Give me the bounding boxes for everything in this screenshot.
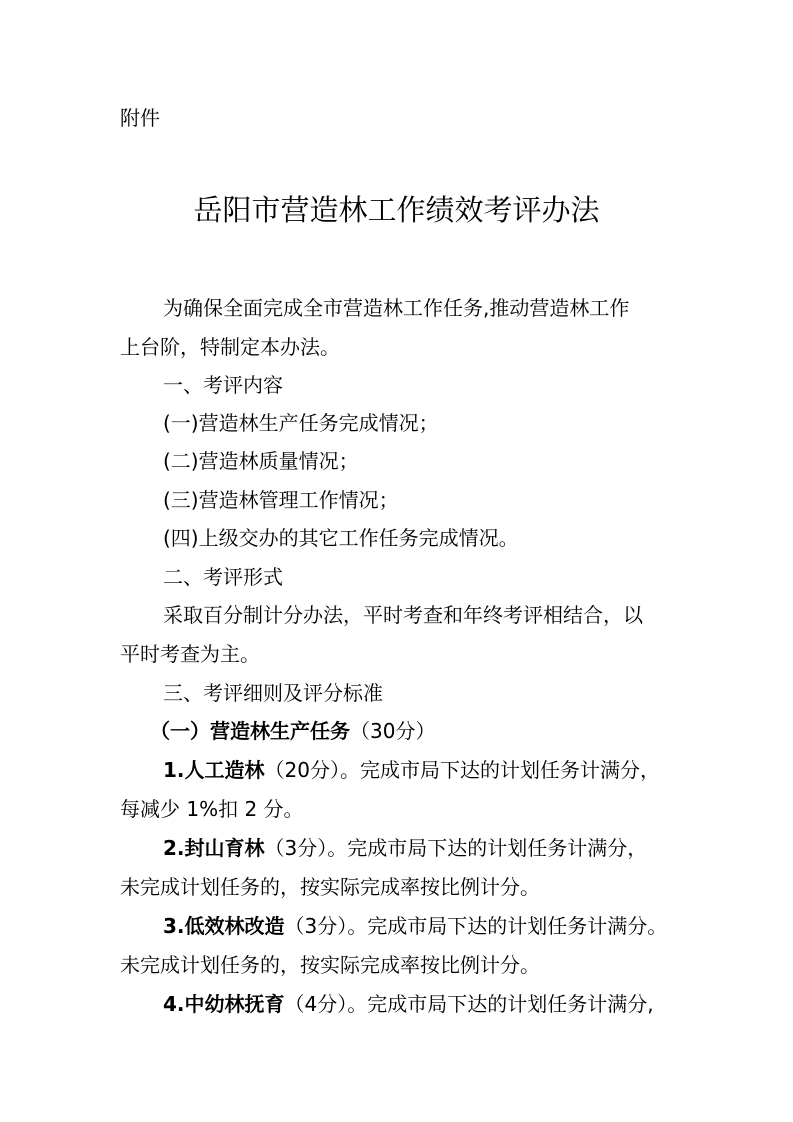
item-1-line-1 xyxy=(163,756,660,784)
section1-item-4: (四)上级交办的其它工作任务完成情况。 xyxy=(163,526,519,550)
item-3-text: 。完成市局下达的计划任务计满分。 xyxy=(347,914,668,938)
item-2-label: 2.封山育林 xyxy=(163,836,265,860)
section2-line-1: 采取百分制计分办法，平时考查和年终考评相结合，以 xyxy=(163,603,643,627)
document-title: 岳阳市营造林工作绩效考评办法 xyxy=(193,193,600,227)
intro-line-2: 上台阶，特制定本办法。 xyxy=(120,335,340,359)
item-4-text: 。完成市局下达的计划任务计满分, xyxy=(347,992,654,1016)
item-2-text: 。完成市局下达的计划任务计满分， xyxy=(327,836,648,860)
item-1-line-2: 每减少 1%扣 2 分。 xyxy=(120,797,304,821)
section1-heading: 一、考评内容 xyxy=(163,373,283,397)
subheading-score: （30分） xyxy=(350,719,436,743)
section1-item-1: (一)营造林生产任务完成情况； xyxy=(163,411,439,435)
item-1-score: （20分） xyxy=(264,758,340,782)
item-1-text: 。完成市局下达的计划任务计满分， xyxy=(339,758,660,782)
item-1-label: 1.人工造林 xyxy=(163,758,265,782)
item-4-label: 4.中幼林抚育 xyxy=(163,992,285,1016)
item-2-score: （3分） xyxy=(264,836,328,860)
section3-subheading xyxy=(150,717,435,745)
item-4-line-1 xyxy=(163,990,654,1018)
item-2-line-2: 未完成计划任务的，按实际完成率按比例计分。 xyxy=(120,875,540,899)
item-4-score: （4分） xyxy=(284,992,348,1016)
subheading-title: （一）营造林生产任务 xyxy=(150,719,350,743)
section2-line-2: 平时考查为主。 xyxy=(120,642,260,666)
item-3-label: 3.低效林改造 xyxy=(163,914,285,938)
section3-heading: 三、考评细则及评分标准 xyxy=(163,681,383,705)
section1-item-2: (二)营造林质量情况； xyxy=(163,449,359,473)
section1-item-3: (三)营造林管理工作情况； xyxy=(163,488,399,512)
attachment-label: 附件 xyxy=(120,106,160,130)
item-3-score: （3分） xyxy=(284,914,348,938)
item-2-line-1 xyxy=(163,834,647,862)
item-3-line-1 xyxy=(163,912,667,940)
section2-heading: 二、考评形式 xyxy=(163,565,283,589)
intro-line-1: 为确保全面完成全市营造林工作任务,推动营造林工作 xyxy=(163,296,630,320)
item-3-line-2: 未完成计划任务的，按实际完成率按比例计分。 xyxy=(120,953,540,977)
